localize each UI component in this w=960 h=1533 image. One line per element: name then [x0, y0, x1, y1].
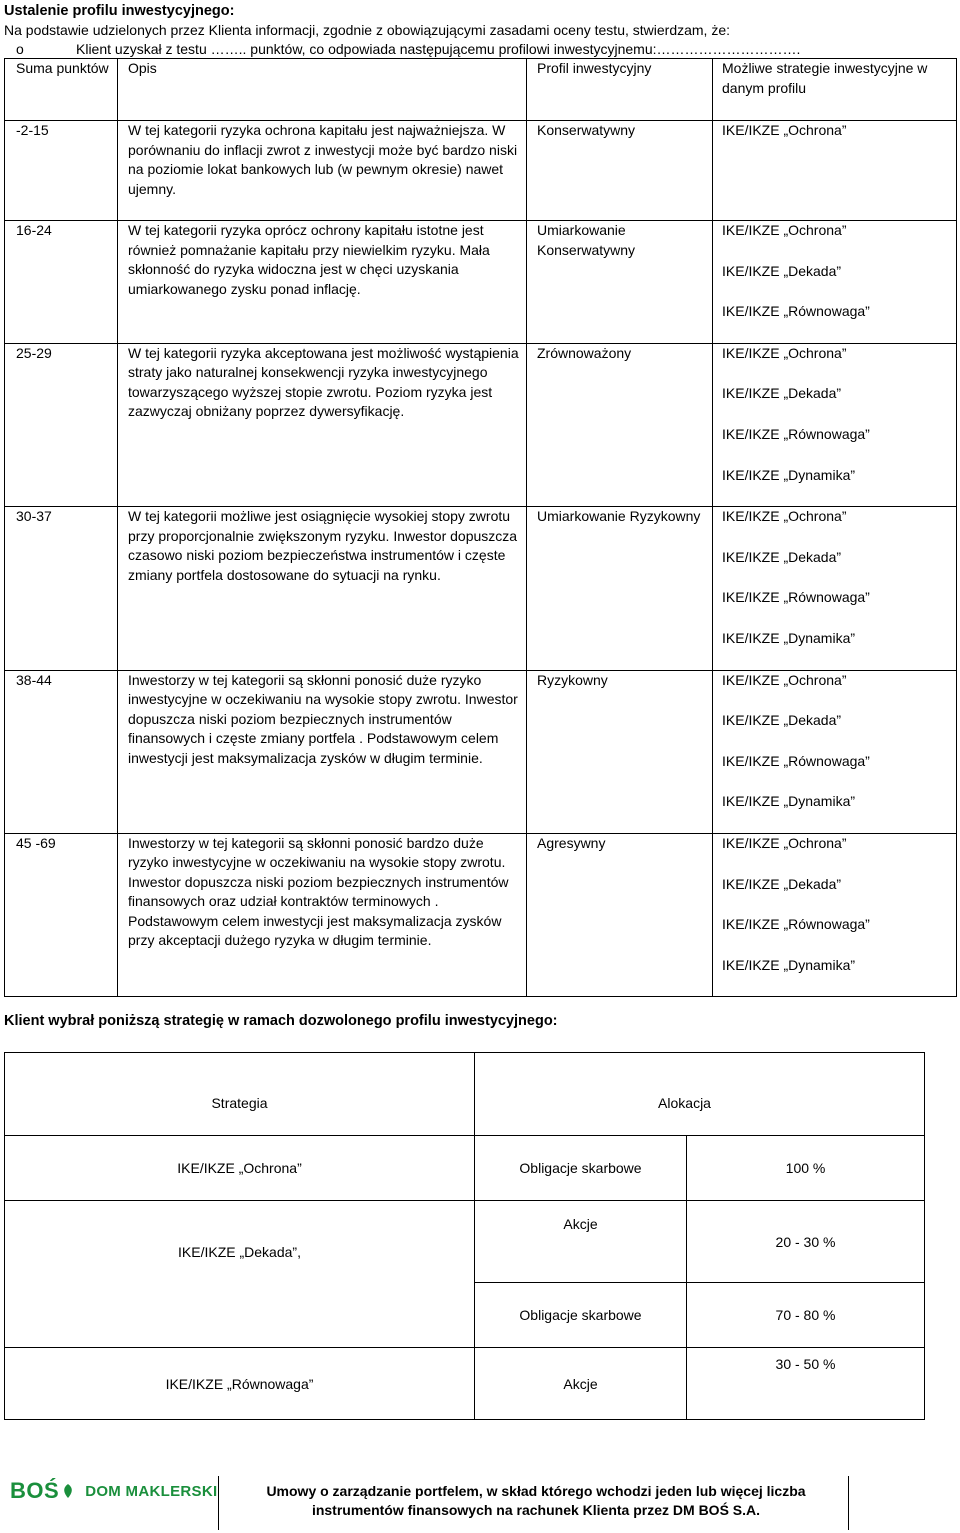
allocation-header-row — [5, 1053, 925, 1136]
strategy-item: IKE/IKZE „Dekada” — [722, 875, 842, 892]
table-row — [5, 221, 957, 344]
asset-class: Obligacje skarbowe — [475, 1136, 687, 1201]
table-row — [5, 507, 957, 670]
company-logo — [10, 1478, 217, 1504]
row-profile: Umiarkowanie Konserwatywny — [527, 221, 713, 344]
footer-caption — [226, 1482, 846, 1520]
section-title: Ustalenie profilu inwestycyjnego: — [4, 3, 235, 19]
strategy-item: IKE/IKZE „Równowaga” — [722, 589, 870, 606]
row-description: W tej kategorii możliwe jest osiągnięcie wysokiej stopy zwrotu przy proporcjonalnie zwiększonym ryzyku. Inwestor dopuszcza czasowo niski poziom bezpieczeństwa instrumentów i częste zmiany portfela dostosowane do sytuacji na rynku. — [118, 507, 527, 670]
strategy-item: IKE/IKZE „Równowaga” — [722, 303, 870, 320]
footer-divider-right — [848, 1476, 849, 1530]
header-points: Suma punktów — [5, 59, 118, 121]
row-profile: Ryzykowny — [527, 670, 713, 833]
row-points: -2-15 — [5, 121, 118, 221]
row-profile: Agresywny — [527, 833, 713, 996]
row-profile: Zrównoważony — [527, 343, 713, 506]
row-points: 45 -69 — [5, 833, 118, 996]
strategy-item: IKE/IKZE „Dekada” — [722, 548, 842, 565]
profile-header-row — [5, 59, 957, 121]
strategy-item: IKE/IKZE „Równowaga” — [722, 425, 870, 442]
header-allocation: Alokacja — [475, 1053, 925, 1136]
strategy-item: IKE/IKZE „Ochrona” — [722, 834, 847, 851]
strategy-item: IKE/IKZE „Ochrona” — [722, 122, 847, 138]
strategy-item: IKE/IKZE „Dekada” — [722, 262, 842, 279]
strategy-item: IKE/IKZE „Dynamika” — [722, 956, 856, 973]
bullet-marker: o — [16, 41, 24, 57]
strategy-name: IKE/IKZE „Dekada”, — [5, 1201, 475, 1348]
table-row — [5, 343, 957, 506]
header-description: Opis — [118, 59, 527, 121]
header-profile: Profil inwestycyjny — [527, 59, 713, 121]
row-description: W tej kategorii ryzyka oprócz ochrony kapitału istotne jest również pomnażanie kapitału przy niewielkim ryzyku. Mała skłonność do ryzyka widoczna jest w chęci uzyskania umiarkowanego zysku ponad inflację. — [118, 221, 527, 344]
strategy-item: IKE/IKZE „Równowaga” — [722, 916, 870, 933]
allocation-table — [4, 1052, 925, 1420]
row-strategies — [713, 507, 957, 670]
page-footer — [0, 1472, 960, 1533]
row-points: 16-24 — [5, 221, 118, 344]
asset-class: Akcje — [475, 1201, 687, 1283]
header-strategies: Możliwe strategie inwestycyjne w danym profilu — [713, 59, 957, 121]
row-description: Inwestorzy w tej kategorii są skłonni ponosić duże ryzyko inwestycyjne w oczekiwaniu na wysokie stopy zwrotu. Inwestor dopuszcza niski poziom bezpiecznych instrumentów finansowych i częste zmiany portfela . Podstawowym celem inwestycji jest maksymalizacja zysków w długim terminie. — [118, 670, 527, 833]
strategy-name: IKE/IKZE „Ochrona” — [5, 1136, 475, 1201]
table-row — [5, 1348, 925, 1420]
row-profile: Konserwatywny — [527, 121, 713, 221]
row-description: W tej kategorii ryzyka ochrona kapitału jest najważniejsza. W porównaniu do inflacji zwrot z inwestycji może być bardzo niski na poziomie lokat bankowych lub (w pewnym okresie) nawet ujemny. — [118, 121, 527, 221]
row-description: Inwestorzy w tej kategorii są skłonni ponosić bardzo duże ryzyko inwestycyjne w oczekiwaniu na wysokie stopy zwrotu. Inwestor dopuszcza niski poziom bezpiecznych instrumentów finansowych oraz udział kontraktów terminowych . Podstawowym celem inwestycji jest maksymalizacja zysków przy akceptacji dużego ryzyka w długim terminie. — [118, 833, 527, 996]
statement-line: Na podstawie udzielonych przez Klienta informacji, zgodnie z obowiązującymi zasadami oceny testu, stwierdzam, że: — [4, 22, 731, 38]
footer-caption-line1: Umowy o zarządzanie portfelem, w skład którego wchodzi jeden lub więcej liczba — [266, 1483, 806, 1499]
row-strategies — [713, 670, 957, 833]
strategy-name: IKE/IKZE „Równowaga” — [5, 1348, 475, 1420]
strategy-item: IKE/IKZE „Ochrona” — [722, 344, 847, 361]
header-strategy: Strategia — [5, 1053, 475, 1136]
logo-subtitle: DOM MAKLERSKI — [85, 1482, 218, 1500]
allocation-share: 70 - 80 % — [687, 1283, 925, 1348]
asset-class: Obligacje skarbowe — [475, 1283, 687, 1348]
logo-text: BOŚ — [10, 1478, 60, 1503]
table-row — [5, 1201, 925, 1283]
leaf-icon — [60, 1483, 76, 1499]
allocation-share: 30 - 50 % — [687, 1348, 925, 1420]
row-strategies — [713, 343, 957, 506]
row-points: 25-29 — [5, 343, 118, 506]
strategy-item: IKE/IKZE „Ochrona” — [722, 671, 847, 688]
strategy-item: IKE/IKZE „Ochrona” — [722, 508, 847, 525]
footer-divider-left — [218, 1476, 219, 1530]
row-strategies — [713, 833, 957, 996]
chosen-strategy-title: Klient wybrał poniższą strategię w ramach dozwolonego profilu inwestycyjnego: — [4, 1013, 558, 1029]
table-row — [5, 670, 957, 833]
allocation-share: 100 % — [687, 1136, 925, 1201]
row-points: 38-44 — [5, 670, 118, 833]
row-strategies — [713, 121, 957, 221]
row-points: 30-37 — [5, 507, 118, 670]
strategy-item: IKE/IKZE „Dekada” — [722, 712, 842, 729]
row-profile: Umiarkowanie Ryzykowny — [527, 507, 713, 670]
table-row — [5, 121, 957, 221]
table-row — [5, 833, 957, 996]
profile-table — [4, 58, 957, 997]
strategy-item: IKE/IKZE „Ochrona” — [722, 222, 847, 238]
strategy-item: IKE/IKZE „Dynamika” — [722, 629, 856, 646]
test-result-line — [16, 41, 800, 57]
row-strategies — [713, 221, 957, 344]
strategy-item: IKE/IKZE „Równowaga” — [722, 752, 870, 769]
allocation-share: 20 - 30 % — [687, 1201, 925, 1283]
strategy-item: IKE/IKZE „Dynamika” — [722, 466, 856, 483]
row-description: W tej kategorii ryzyka akceptowana jest możliwość wystąpienia straty jako naturalnej konsekwencji ryzyka inwestycyjnego towarzyszącego wyższej stopie zwrotu. Poziom ryzyka jest zazwyczaj obniżany poprzez dywersyfikację. — [118, 343, 527, 506]
table-row — [5, 1136, 925, 1201]
asset-class: Akcje — [475, 1348, 687, 1420]
test-result-text: Klient uzyskał z testu …….. punktów, co odpowiada następującemu profilowi inwestycyjnemu:…………………………. — [76, 41, 801, 57]
strategy-item: IKE/IKZE „Dekada” — [722, 385, 842, 402]
strategy-item: IKE/IKZE „Dynamika” — [722, 793, 856, 810]
footer-caption-line2: instrumentów finansowych na rachunek Klienta przez DM BOŚ S.A. — [311, 1502, 761, 1518]
